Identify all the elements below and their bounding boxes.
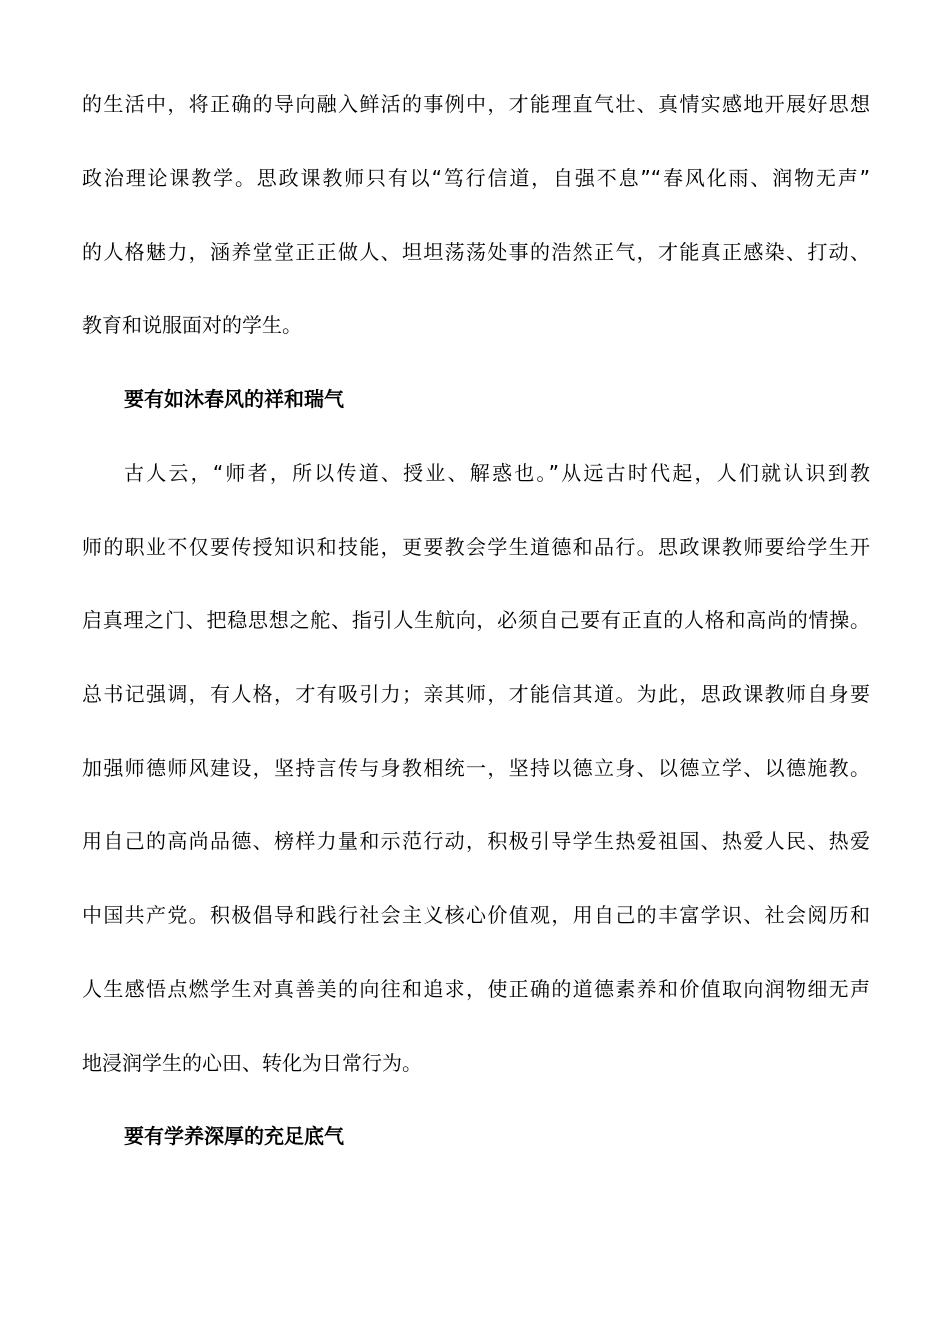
paragraph-1-line-2: 政治理论课教学。思政课教师只有以“笃行信道，自强不息”“春风化雨、润物无声” bbox=[82, 166, 870, 190]
paragraph-2-line-3: 启真理之门、把稳思想之舵、指引人生航向，必须自己要有正直的人格和高尚的情操。 bbox=[82, 608, 870, 632]
paragraph-2-line-9: 地浸润学生的心田、转化为日常行为。 bbox=[82, 1051, 422, 1075]
paragraph-1-line-4: 教育和说服面对的学生。 bbox=[82, 313, 302, 337]
section-heading-1: 要有如沐春风的祥和瑞气 bbox=[124, 387, 344, 411]
paragraph-2-line-6: 用自己的高尚品德、榜样力量和示范行动，积极引导学生热爱祖国、热爱人民、热爱 bbox=[82, 829, 870, 853]
section-heading-2: 要有学养深厚的充足底气 bbox=[124, 1124, 344, 1148]
paragraph-2-line-8: 人生感悟点燃学生对真善美的向往和追求，使正确的道德素养和价值取向润物细无声 bbox=[82, 977, 870, 1001]
paragraph-2-line-1: 古人云，“师者，所以传道、授业、解惑也。”从远古时代起，人们就认识到教 bbox=[124, 461, 870, 485]
paragraph-1-line-3: 的人格魅力，涵养堂堂正正做人、坦坦荡荡处事的浩然正气，才能真正感染、打动、 bbox=[82, 240, 870, 264]
paragraph-2-line-5: 加强师德师风建设，坚持言传与身教相统一，坚持以德立身、以德立学、以德施教。 bbox=[82, 756, 870, 780]
paragraph-1-line-1: 的生活中，将正确的导向融入鲜活的事例中，才能理直气壮、真情实感地开展好思想 bbox=[82, 92, 870, 116]
paragraph-2-line-4: 总书记强调，有人格，才有吸引力；亲其师，才能信其道。为此，思政课教师自身要 bbox=[82, 682, 870, 706]
paragraph-2-line-7: 中国共产党。积极倡导和践行社会主义核心价值观，用自己的丰富学识、社会阅历和 bbox=[82, 903, 870, 927]
paragraph-2-line-2: 师的职业不仅要传授知识和技能，更要教会学生道德和品行。思政课教师要给学生开 bbox=[82, 535, 870, 559]
